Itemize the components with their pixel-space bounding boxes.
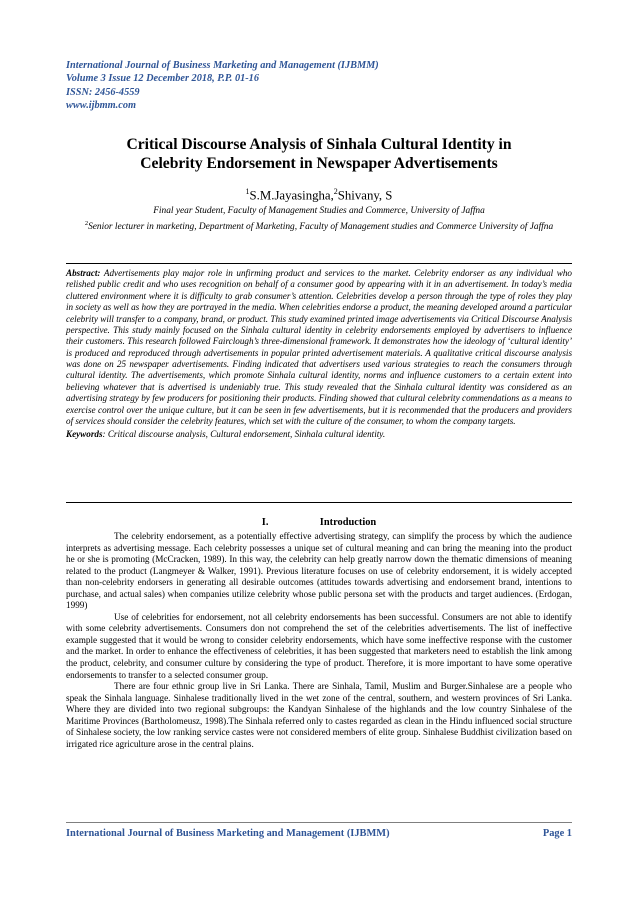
affiliation2: Senior lecturer in marketing, Department of Marketing, Faculty of Management studies and Commerce University of Jaffna	[88, 221, 554, 232]
affiliation1: Final year Student, Faculty of Management Studies and Commerce, University of Jaffna	[153, 206, 485, 216]
paper-title-line2: Celebrity Endorsement in Newspaper Advertisements	[140, 154, 498, 172]
journal-website[interactable]: www.ijbmm.com	[66, 100, 136, 112]
journal-issn: ISSN: 2456-4559	[66, 86, 140, 98]
journal-volume: Volume 3 Issue 12 December 2018, P.P. 01-16	[66, 73, 259, 85]
paper-title-line1: Critical Discourse Analysis of Sinhala Cultural Identity in	[126, 136, 512, 153]
abstract-bottom-rule	[66, 502, 572, 503]
author1-name: S.M.Jayasingha,	[249, 188, 334, 203]
introduction-body	[66, 531, 572, 750]
abstract-label: Abstract:	[66, 268, 101, 278]
authors	[66, 184, 572, 203]
paper-title	[66, 136, 572, 173]
footer-rule	[66, 822, 572, 823]
abstract-text: Advertisements play major role in unfirming product and services to the market. Celebrity endorser as any individual who relished public credit and who uses recognition on behalf of a consumer good by appearing with it in an advertisement. In today’s media cluttered environment where it is difficulty to grab consumer’s attention. Celebrities develop a person through the type of roles they play in society as well as how they are portrayed in the media. When celebrities endorse a product, the meaning developed around a particular celebrity will transfer to a company, brand, or product. This study examined printed image advertisements via Critical Discourse Analysis perspective. This study mainly focused on the Sinhala cultural identity in celebrity endorsements employed by advertisers to influence their customers. This research followed Fairclough’s three-dimensional framework. It demonstrates how the ideology of ‘cultural identity’ is produced and reproduced through advertisements in popular printed advertisement materials. A qualitative critical discourse analysis was done on 25 newspaper advertisements. Finding indicated that advertisers used various strategies to reach the consumers through cultural identity. The advertisements, which promote Sinhala cultural identity, norms and influence customers to a certain extent into believing whatever that is advertised is undeniably true. This study revealed that the Sinhala cultural identity was considered as an advertising strategy by few producers for positioning their products. Finding showed that cultural celebrity commendations as a means to exercise control over the unique culture, but it can be seen in few advertisements, but it is recommended that the producers and providers of services should consider the celebrity features, which set with the culture of the consumer, to whom the company targets.	[66, 268, 572, 426]
journal-name: International Journal of Business Marketing and Management (IJBMM)	[66, 60, 379, 71]
section-title: Introduction	[319, 517, 377, 528]
intro-paragraph-3: There are four ethnic group live in Sri Lanka. There are Sinhala, Tamil, Muslim and Burger.Sinhalese are a people who speak the Sinhala language. Sinhalese traditionally lived in the wet zone of the central, southern, and western provinces of Sri Lanka. Where they are divided into two regional subgroups: the Kandyan Sinhalese of the highlands and the low country Sinhalese of the Maritime Provinces (Bartholomeusz, 1998).The Sinhala referred only to castes regarded as clean in the Hindu influenced social structure of Sinhalese society, the low ranking service castes were not considered members of elite group. Sinhalese Buddhist civilization based on irrigated rice agriculture arose in the central plains.	[66, 681, 572, 749]
author1-superscript: 1	[245, 187, 250, 196]
intro-paragraph-2: Use of celebrities for endorsement, not all celebrity endorsements has been successful. Consumers are not able to identify with some celebrity advertisements. Consumers don not comprehend the set of the celebrities advertisements. The list of ineffective example suggested that it would be wrong to consider celebrity endorsements, which have some ineffective response with the customer and the market. In order to enhance the effectiveness of celebrities, it has been suggested that marketers need to establish the link among the product, celebrity, and consumer culture by considering the type of product. Therefore, it is more important to have some operative endorsements to transfer to a selected consumer group.	[66, 611, 572, 680]
journal-header	[66, 59, 586, 113]
keywords-label: Keywords	[66, 429, 103, 440]
affiliation2-superscript: 2	[84, 219, 89, 227]
page-footer	[66, 828, 572, 839]
section-number: I.	[261, 517, 269, 528]
keywords-text: : Critical discourse analysis, Cultural endorsement, Sinhala cultural identity.	[102, 429, 386, 440]
author2-superscript: 2	[333, 187, 338, 196]
footer-journal: International Journal of Business Marketing and Management (IJBMM)	[66, 828, 390, 839]
abstract	[66, 268, 572, 441]
section-heading	[66, 517, 572, 528]
abstract-top-rule	[66, 263, 572, 264]
footer-page-number: Page 1	[542, 828, 572, 839]
author2-name: Shivany, S	[337, 188, 393, 203]
keywords	[66, 429, 572, 440]
affiliations	[66, 205, 572, 233]
intro-paragraph-1: The celebrity endorsement, as a potentially effective advertising strategy, can simplify the process by which the audience interprets as advertising message. Each celebrity possesses a unique set of cultural meaning and can bring the meaning into the product he or she is promoting (McCracken, 1989). In this way, the celebrity can help greatly narrow down the thematic dimensions of meaning related to the product (Langmeyer & Walker, 1991). Previous literature focuses on use of celebrity endorsement, it is widely accepted than non-celebrity endorsers in generating all desirable outcomes (attitudes towards advertising and endorsement brand, intentions to purchase, and actual sales) when companies utilize celebrity whose public persona set with the products and target audiences. (Erdogan, 1999)	[66, 531, 572, 611]
